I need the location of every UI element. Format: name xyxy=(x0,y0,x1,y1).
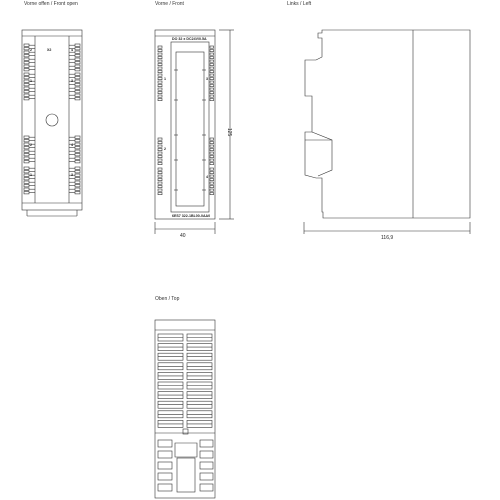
front-left-label-2: 2 xyxy=(164,147,166,151)
front-open-terminal xyxy=(24,91,29,93)
top-lower-cell xyxy=(158,440,172,447)
front-status-led xyxy=(158,193,162,195)
front-open-terminal xyxy=(24,147,29,149)
front-status-led xyxy=(158,179,162,181)
front-open-terminal xyxy=(75,94,80,96)
front-status-led xyxy=(158,159,162,161)
front-open-terminal xyxy=(24,62,29,64)
front-open-terminal xyxy=(75,48,80,50)
front-open-terminal xyxy=(24,51,29,53)
front-open-left-label-1: 2 xyxy=(30,48,32,52)
front-open-terminal xyxy=(24,84,29,86)
front-open-terminal xyxy=(75,65,80,67)
front-status-led xyxy=(158,175,162,177)
front-status-led xyxy=(158,152,162,154)
front-open-terminal xyxy=(24,58,29,60)
front-status-led xyxy=(158,186,162,188)
front-status-led xyxy=(210,67,214,69)
front-status-led xyxy=(158,168,162,170)
front-status-led xyxy=(158,92,162,94)
front-open-left-label-4: 1 xyxy=(30,173,32,177)
front-status-led xyxy=(158,53,162,55)
front-open-terminal xyxy=(24,65,29,67)
label-front: Vorne / Front xyxy=(155,1,184,7)
front-status-led xyxy=(158,81,162,83)
left-side-outline xyxy=(305,30,470,218)
dim-height-text: 125 xyxy=(226,128,232,137)
front-open-terminal xyxy=(75,136,80,138)
front-open-terminal xyxy=(75,91,80,93)
front-status-led xyxy=(210,99,214,101)
front-status-led xyxy=(210,172,214,174)
label-left: Links / Left xyxy=(287,1,312,7)
front-status-led xyxy=(210,53,214,55)
front-open-left-terminals xyxy=(24,44,35,194)
top-lower-cell xyxy=(158,473,172,480)
front-open-terminal xyxy=(75,80,80,82)
front-status-led xyxy=(210,50,214,52)
top-lower-cell xyxy=(158,451,172,458)
front-status-led xyxy=(210,138,214,140)
front-open-terminal xyxy=(24,150,29,152)
front-open-terminal xyxy=(24,77,29,79)
front-status-led xyxy=(158,74,162,76)
front-open-terminal xyxy=(75,171,80,173)
front-open-terminal xyxy=(24,154,29,156)
front-open-terminal xyxy=(24,171,29,173)
top-lower-cell xyxy=(158,484,172,491)
front-status-led xyxy=(210,60,214,62)
front-open-right-label-2: 3 xyxy=(71,79,73,83)
front-left-status-leds xyxy=(158,46,178,195)
top-outline xyxy=(155,320,215,498)
front-open-terminal xyxy=(24,48,29,50)
front-status-led xyxy=(158,172,162,174)
front-status-led xyxy=(210,78,214,80)
front-open-left-label-2: 1 xyxy=(30,79,32,83)
front-module-label: DO 32 x DC24V/0.5A xyxy=(172,37,207,41)
front-open-right-label-3: 4 xyxy=(71,143,73,147)
front-outline xyxy=(155,30,215,219)
front-status-led xyxy=(158,145,162,147)
top-lower-cell xyxy=(200,473,213,480)
dim-depth-text: 116,9 xyxy=(381,235,394,241)
front-status-led xyxy=(210,95,214,97)
front-open-terminal xyxy=(24,161,29,163)
front-open-terminal xyxy=(75,154,80,156)
front-open-right-label-4: 3 xyxy=(71,173,73,177)
front-open-terminal xyxy=(75,143,80,145)
front-status-led xyxy=(158,85,162,87)
front-open-terminal xyxy=(24,192,29,194)
front-open-terminal xyxy=(75,178,80,180)
front-open-terminal xyxy=(24,143,29,145)
front-open-terminal xyxy=(24,140,29,142)
front-open-terminal xyxy=(75,185,80,187)
front-status-led xyxy=(158,99,162,101)
front-open-terminal xyxy=(75,147,80,149)
front-status-led xyxy=(158,78,162,80)
front-status-led xyxy=(210,189,214,191)
front-status-led xyxy=(210,156,214,158)
front-open-terminal xyxy=(75,174,80,176)
front-open-right-label-1: 4 xyxy=(71,48,73,52)
front-open-x2-label: X2 xyxy=(47,48,52,52)
front-open-terminal xyxy=(75,87,80,89)
front-open-terminal xyxy=(75,69,80,71)
front-status-led xyxy=(210,175,214,177)
front-open-terminal xyxy=(75,58,80,60)
top-lower-cell xyxy=(200,440,213,447)
front-open-terminal xyxy=(75,44,80,46)
front-open-terminal xyxy=(24,185,29,187)
front-left-label-1: 1 xyxy=(164,77,166,81)
front-status-led xyxy=(158,95,162,97)
front-open-terminal xyxy=(75,181,80,183)
front-open-terminal xyxy=(75,188,80,190)
front-open-terminal xyxy=(24,55,29,57)
front-status-led xyxy=(210,88,214,90)
front-status-led xyxy=(158,64,162,66)
front-status-led xyxy=(158,46,162,48)
front-open-terminal xyxy=(75,77,80,79)
front-open-terminal xyxy=(24,167,29,169)
left-side-view xyxy=(304,30,470,234)
front-open-right-terminals xyxy=(69,44,80,194)
front-status-led xyxy=(210,142,214,144)
front-status-led xyxy=(158,138,162,140)
front-status-led xyxy=(210,74,214,76)
top-lower-cell xyxy=(200,484,213,491)
top-lower-cell xyxy=(200,451,213,458)
front-open-terminal xyxy=(24,136,29,138)
front-open-terminal xyxy=(75,62,80,64)
front-status-led xyxy=(158,149,162,151)
front-status-led xyxy=(210,92,214,94)
front-status-led xyxy=(210,179,214,181)
front-open-terminal xyxy=(75,167,80,169)
front-status-led xyxy=(158,88,162,90)
front-status-led xyxy=(210,81,214,83)
front-status-led xyxy=(210,57,214,59)
front-status-led xyxy=(210,149,214,151)
front-view xyxy=(155,30,234,234)
front-status-led xyxy=(210,182,214,184)
front-status-led xyxy=(210,71,214,73)
front-open-terminal xyxy=(24,157,29,159)
front-open-terminal xyxy=(75,192,80,194)
front-status-led xyxy=(158,60,162,62)
label-front-open: Vorne offen / Front open xyxy=(24,1,78,7)
front-open-terminal xyxy=(24,181,29,183)
front-open-terminal xyxy=(75,98,80,100)
front-right-label-1: 3 xyxy=(206,77,208,81)
front-status-led xyxy=(210,163,214,165)
front-status-led xyxy=(210,159,214,161)
top-latch xyxy=(175,443,197,457)
front-status-led xyxy=(210,64,214,66)
front-open-terminal xyxy=(24,87,29,89)
front-status-led xyxy=(158,67,162,69)
front-open-terminal xyxy=(24,73,29,75)
top-terminal-grid xyxy=(158,334,213,491)
front-status-led xyxy=(158,182,162,184)
front-open-terminal xyxy=(75,73,80,75)
front-open-terminal xyxy=(24,188,29,190)
front-open-terminal xyxy=(75,55,80,57)
front-label-strip xyxy=(171,42,209,212)
front-status-led xyxy=(158,156,162,158)
front-status-led xyxy=(210,85,214,87)
front-open-screw xyxy=(46,114,58,126)
front-status-led xyxy=(210,193,214,195)
front-open-terminal xyxy=(24,98,29,100)
top-view xyxy=(155,320,215,498)
front-open-terminal xyxy=(75,84,80,86)
front-status-led xyxy=(210,168,214,170)
front-status-led xyxy=(158,50,162,52)
front-status-led xyxy=(158,163,162,165)
front-open-terminal xyxy=(24,69,29,71)
front-status-led xyxy=(158,71,162,73)
front-status-led xyxy=(210,152,214,154)
top-lower-cell xyxy=(158,462,172,469)
dim-width-text: 40 xyxy=(180,233,186,239)
front-status-led xyxy=(210,46,214,48)
front-open-outline xyxy=(22,30,82,210)
front-part-number: 6ES7 322-1BL00-0AA0 xyxy=(172,214,211,218)
front-open-terminal xyxy=(24,44,29,46)
front-status-led xyxy=(210,145,214,147)
front-label-window xyxy=(176,52,204,206)
front-open-terminal xyxy=(75,150,80,152)
front-open-view xyxy=(22,30,82,216)
front-open-terminal xyxy=(75,51,80,53)
front-open-terminal xyxy=(75,140,80,142)
front-open-terminal xyxy=(24,94,29,96)
front-open-terminal xyxy=(75,157,80,159)
left-side-connector xyxy=(312,132,332,176)
front-status-led xyxy=(158,189,162,191)
front-open-terminal xyxy=(24,80,29,82)
label-top: Oben / Top xyxy=(155,296,180,302)
front-status-led xyxy=(158,57,162,59)
front-right-label-2: 4 xyxy=(206,175,208,179)
front-open-terminal xyxy=(75,161,80,163)
front-status-led xyxy=(158,142,162,144)
front-open-left-label-3: 2 xyxy=(30,143,32,147)
front-open-terminal xyxy=(24,174,29,176)
top-lower-cell xyxy=(200,462,213,469)
front-open-terminal xyxy=(24,178,29,180)
front-status-led xyxy=(210,186,214,188)
